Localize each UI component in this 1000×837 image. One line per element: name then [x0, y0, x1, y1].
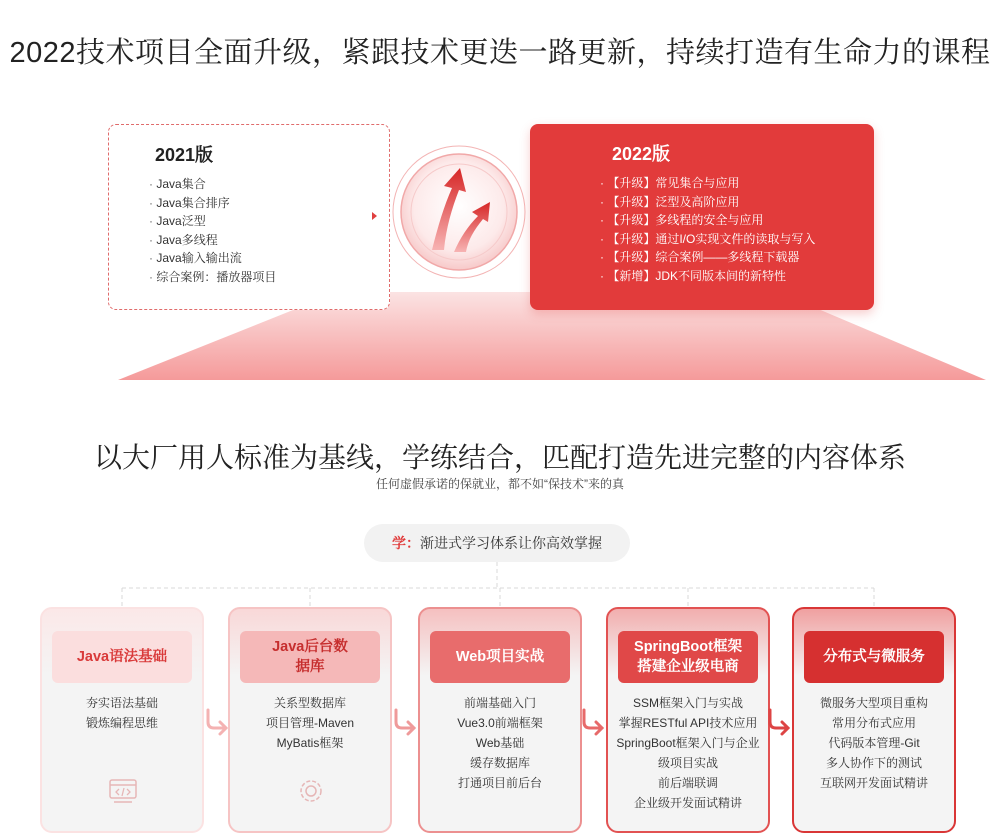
stage-items [608, 693, 768, 813]
version-2022-title: 2022版 [612, 144, 671, 164]
list-item: 常用分布式应用 [831, 716, 916, 730]
list-item: · Java多线程 [149, 231, 276, 250]
upgrade-arrows-icon [388, 140, 530, 292]
stage-title: SpringBoot框架搭建企业级电商 [618, 631, 758, 683]
list-item: 夯实语法基础 [85, 696, 158, 710]
pill-text: 渐进式学习体系让你高效掌握 [420, 535, 602, 551]
list-item: Web基础 [475, 736, 525, 750]
stage-title: Java语法基础 [52, 631, 192, 683]
list-item: · Java泛型 [149, 212, 276, 231]
version-2021-list [149, 175, 276, 286]
gear-icon [296, 777, 326, 805]
subtitle: 任何虚假承诺的保就业，都不如“保技术”来的真 [376, 477, 624, 491]
stage-card-java-backend [228, 607, 392, 833]
list-item: 关系型数据库 [273, 696, 346, 710]
version-2021-title: 2021版 [155, 145, 214, 165]
list-item: MyBatis框架 [276, 736, 344, 750]
list-item: · Java输入输出流 [149, 249, 276, 268]
list-item: 微服务大型项目重构 [819, 696, 928, 710]
stage-card-springboot [606, 607, 770, 833]
stage-title: 分布式与微服务 [804, 631, 944, 683]
stage-title: Web项目实战 [430, 631, 570, 683]
headline-content-system: 以大厂用人标准为基线，学练结合，匹配打造先进完整的内容体系 [93, 442, 906, 473]
list-item: 掌握RESTful API技术应用 [618, 716, 758, 730]
pointer-left-icon [372, 212, 377, 220]
arrow-right-icon [766, 706, 794, 736]
stage-items [42, 693, 202, 733]
stage-items [420, 693, 580, 793]
stage-card-java-basics [40, 607, 204, 833]
list-item: · Java集合 [149, 175, 276, 194]
stage-card-web-project [418, 607, 582, 833]
list-item: 锻炼编程思维 [85, 716, 158, 730]
list-item: 项目管理-Maven [265, 716, 354, 730]
list-item: 前端基础入门 [463, 696, 536, 710]
stage-items [794, 693, 954, 793]
stage-card-microservices [792, 607, 956, 833]
learning-pill [364, 524, 630, 562]
stage-title: Java后台数据库 [240, 631, 380, 683]
stage-items [230, 693, 390, 753]
list-item: 前后端联调 [657, 776, 718, 790]
list-item: SSM框架入门与实战 [632, 696, 743, 710]
list-item: 缓存数据库 [469, 756, 530, 770]
list-item: SpringBoot框架入门与企业级项目实战 [616, 736, 760, 770]
list-item: 互联网开发面试精讲 [819, 776, 928, 790]
list-item: 代码版本管理-Git [828, 736, 920, 750]
list-item: · 【新增】JDK不同版本间的新特性 [600, 267, 815, 286]
code-window-icon [108, 777, 138, 805]
version-2021-card [108, 124, 390, 310]
arrow-right-icon [580, 706, 608, 736]
version-2022-list [600, 174, 815, 285]
pill-prefix: 学： [392, 535, 420, 551]
list-item: · 【升级】综合案例——多线程下载器 [600, 248, 815, 267]
list-item: 多人协作下的测试 [825, 756, 922, 770]
list-item: 企业级开发面试精讲 [633, 796, 742, 810]
headline-upgrade: 2022技术项目全面升级，紧跟技术更迭一路更新，持续打造有生命力的课程 [9, 37, 991, 69]
arrow-right-icon [392, 706, 420, 736]
list-item: · 综合案例：播放器项目 [149, 268, 276, 287]
list-item: · 【升级】多线程的安全与应用 [600, 211, 815, 230]
list-item: · 【升级】通过I/O实现文件的读取与写入 [600, 230, 815, 249]
list-item: Vue3.0前端框架 [457, 716, 543, 730]
version-2022-card [530, 124, 874, 310]
list-item: · Java集合排序 [149, 194, 276, 213]
list-item: 打通项目前后台 [457, 776, 542, 790]
list-item: · 【升级】常见集合与应用 [600, 174, 815, 193]
list-item: · 【升级】泛型及高阶应用 [600, 193, 815, 212]
